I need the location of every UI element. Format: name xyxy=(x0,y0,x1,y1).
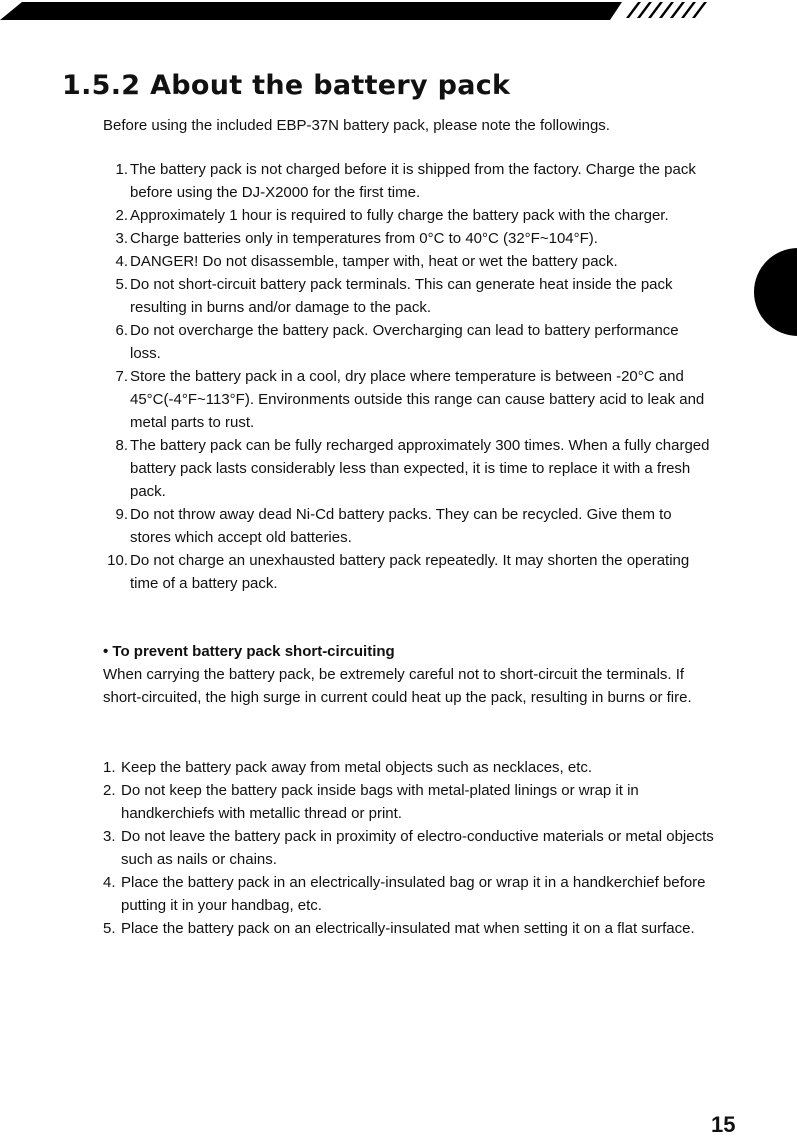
precautions-list xyxy=(103,158,713,595)
short-circuit-heading: • To prevent battery pack short-circuiting xyxy=(103,643,395,660)
item-number: 3. xyxy=(115,230,128,247)
list-item xyxy=(103,204,713,227)
item-text: Charge batteries only in temperatures from 0°C to 40°C (32°F~104°F). xyxy=(130,230,598,247)
list-item xyxy=(103,871,715,917)
chapter-side-tab xyxy=(754,248,797,336)
item-text: Place the battery pack in an electrically-insulated bag or wrap it in a handkerchief before putting it in your handbag, etc. xyxy=(121,874,706,914)
short-circuit-intro: When carrying the battery pack, be extremely careful not to short-circuit the terminals. If short-circuited, the high surge in current could heat up the pack, resulting in burns or fire. xyxy=(103,666,692,706)
item-number: 1. xyxy=(115,161,128,178)
item-number: 5. xyxy=(115,276,128,293)
item-text: Do not overcharge the battery pack. Overcharging can lead to battery performance loss. xyxy=(130,322,679,362)
item-text: Do not short-circuit battery pack terminals. This can generate heat inside the pack resulting in burns and/or damage to the pack. xyxy=(130,276,673,316)
item-number: 8. xyxy=(115,437,128,454)
item-text: Store the battery pack in a cool, dry place where temperature is between -20°C and 45°C(-4°F~113°F). Environments outside this range can cause battery acid to leak and metal parts to rust. xyxy=(130,368,705,431)
item-number: 2. xyxy=(115,207,128,224)
item-number: 6. xyxy=(115,322,128,339)
item-text: Keep the battery pack away from metal objects such as necklaces, etc. xyxy=(121,759,593,776)
item-number: 2. xyxy=(103,782,116,799)
list-item xyxy=(103,825,715,871)
list-item xyxy=(103,365,713,434)
list-item xyxy=(103,319,713,365)
list-item xyxy=(103,227,713,250)
header-bar xyxy=(0,0,797,22)
list-item xyxy=(103,756,715,779)
page-number: 15 xyxy=(711,1112,736,1137)
list-item xyxy=(103,917,715,940)
item-text: DANGER! Do not disassemble, tamper with, heat or wet the battery pack. xyxy=(130,253,618,270)
item-number: 1. xyxy=(103,759,116,776)
item-number: 5. xyxy=(103,920,116,937)
item-text: Do not keep the battery pack inside bags with metal-plated linings or wrap it in handkerchiefs with metallic thread or print. xyxy=(121,782,639,822)
item-number: 4. xyxy=(103,874,116,891)
item-text: Place the battery pack on an electrically-insulated mat when setting it on a flat surface. xyxy=(121,920,695,937)
list-item xyxy=(103,549,713,595)
item-text: The battery pack is not charged before it is shipped from the factory. Charge the pack before using the DJ-X2000 for the first time. xyxy=(130,161,696,201)
item-text: The battery pack can be fully recharged approximately 300 times. When a fully charged battery pack lasts considerably less than expected, it is time to replace it with a fresh pack. xyxy=(130,437,710,500)
list-item xyxy=(103,250,713,273)
item-number: 7. xyxy=(115,368,128,385)
section-title: 1.5.2 About the battery pack xyxy=(62,70,511,101)
item-text: Approximately 1 hour is required to fully charge the battery pack with the charger. xyxy=(130,207,669,224)
list-item xyxy=(103,779,715,825)
item-number: 9. xyxy=(115,506,128,523)
list-item xyxy=(103,434,713,503)
item-text: Do not throw away dead Ni-Cd battery packs. They can be recycled. Give them to stores which accept old batteries. xyxy=(130,506,672,546)
item-text: Do not leave the battery pack in proximity of electro-conductive materials or metal objects such as nails or chains. xyxy=(121,828,714,868)
item-text: Do not charge an unexhausted battery pack repeatedly. It may shorten the operating time of a battery pack. xyxy=(130,552,690,592)
list-item xyxy=(103,503,713,549)
short-circuit-list xyxy=(103,756,715,940)
section-intro: Before using the included EBP-37N battery pack, please note the followings. xyxy=(103,117,610,134)
item-number: 4. xyxy=(115,253,128,270)
list-item xyxy=(103,273,713,319)
item-number: 3. xyxy=(103,828,116,845)
list-item xyxy=(103,158,713,204)
item-number: 10. xyxy=(107,552,128,569)
